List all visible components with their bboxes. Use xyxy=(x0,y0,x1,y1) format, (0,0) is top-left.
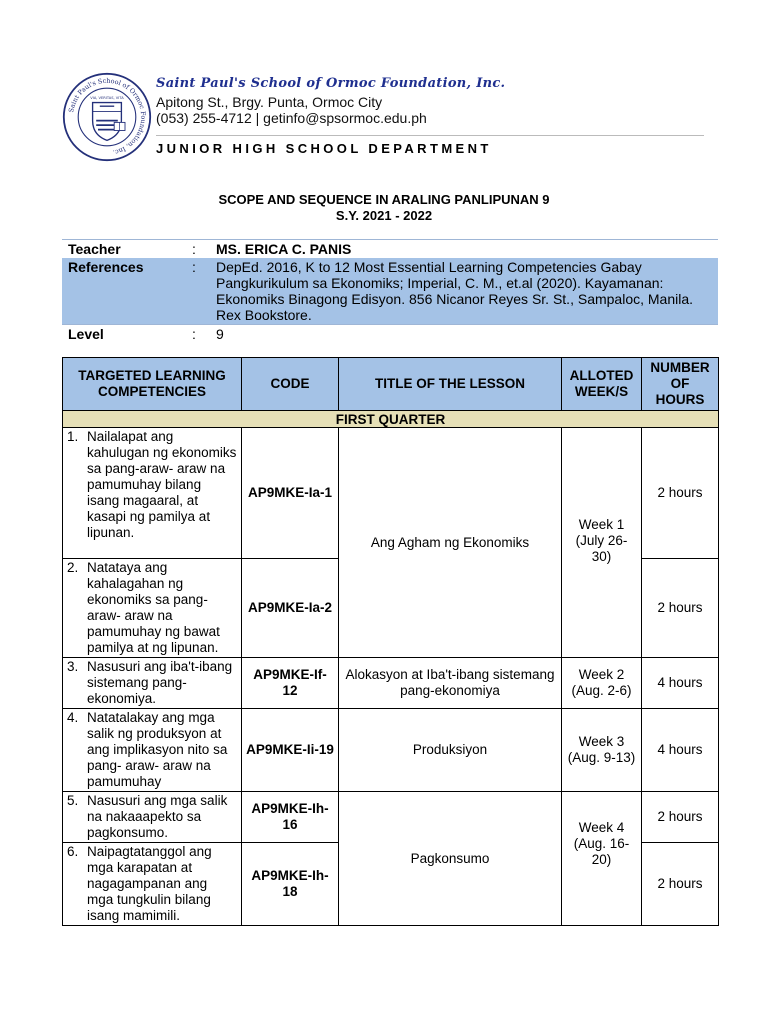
code-cell: AP9MKE-Ih-16 xyxy=(242,792,339,843)
hours-cell: 2 hours xyxy=(642,792,719,843)
competency-number: 1. xyxy=(67,429,79,444)
seal-text: Saint Paul's School of Ormoc Foundation, Inc. xyxy=(67,76,148,157)
quarter-row xyxy=(63,411,719,428)
table-header-row xyxy=(63,358,719,411)
table-row xyxy=(63,658,719,709)
lesson-cell: Pagkonsumo xyxy=(339,792,562,926)
header-competencies: TARGETED LEARNING COMPETENCIES xyxy=(63,358,242,411)
quarter-label: FIRST QUARTER xyxy=(63,411,719,428)
competency-cell xyxy=(63,428,242,559)
hours-cell: 4 hours xyxy=(642,658,719,709)
hours-cell: 2 hours xyxy=(642,428,719,559)
level-value: 9 xyxy=(210,325,718,344)
code-cell: AP9MKE-Ia-1 xyxy=(242,428,339,559)
header-lesson: TITLE OF THE LESSON xyxy=(339,358,562,411)
header-code: CODE xyxy=(242,358,339,411)
competency-text: Naipagtatanggol ang mga karapatan at nagagampanan ang mga tungkulin bilang isang mamimili. xyxy=(87,844,212,923)
competency-text: Nasusuri ang iba't-ibang sistemang pang-ekonomiya. xyxy=(87,659,233,706)
competency-number: 5. xyxy=(67,793,79,808)
competency-text: Nasusuri ang mga salik na nakaaapekto sa pagkonsumo. xyxy=(87,793,228,840)
competency-cell xyxy=(63,658,242,709)
week-cell: Week 1 (July 26-30) xyxy=(562,428,642,658)
code-cell: AP9MKE-Ih-18 xyxy=(242,843,339,926)
lesson-cell: Ang Agham ng Ekonomiks xyxy=(339,428,562,658)
code-cell: AP9MKE-Ii-19 xyxy=(242,709,339,792)
school-seal-logo xyxy=(62,72,152,162)
competency-text: Nailalapat ang kahulugan ng ekonomiks sa pang-araw- araw na pamumuhay bilang isang magaaral, at kasapi ng pamilya at lipunan. xyxy=(87,429,237,540)
competency-cell xyxy=(63,709,242,792)
week-cell: Week 3 (Aug. 9-13) xyxy=(562,709,642,792)
week-cell: Week 4 (Aug. 16-20) xyxy=(562,792,642,926)
competency-number: 6. xyxy=(67,844,79,859)
seal-motto: VIA, VERITAS, VITA xyxy=(90,96,124,100)
week-cell: Week 2 (Aug. 2-6) xyxy=(562,658,642,709)
competency-text: Natataya ang kahalagahan ng ekonomiks sa pang-araw- araw na pamumuhay ng bawat pamilya at ng lipunan. xyxy=(87,560,220,655)
competency-number: 4. xyxy=(67,710,79,725)
references-colon: : xyxy=(186,258,210,325)
lesson-cell: Produksiyon xyxy=(339,709,562,792)
teacher-label: Teacher xyxy=(62,240,186,259)
header-hours: NUMBER OF HOURS xyxy=(642,358,719,411)
lesson-cell: Alokasyon at Iba't-ibang sistemang pang-ekonomiya xyxy=(339,658,562,709)
references-value: DepEd. 2016, K to 12 Most Essential Learning Competencies Gabay Pangkurikulum sa Ekonomiks; Imperial, C. M., et.al (2020). Kayamanan: Ekonomiks Binagong Edisyon. 856 Nicanor Reyes Sr. St., Sampaloc, Manila. Rex Bookstore. xyxy=(210,258,718,325)
table-row xyxy=(63,792,719,843)
school-year: S.Y. 2021 - 2022 xyxy=(335,208,433,223)
level-row xyxy=(62,325,718,344)
references-row xyxy=(62,258,718,325)
info-table xyxy=(62,239,718,343)
competency-cell xyxy=(63,792,242,843)
level-colon: : xyxy=(186,325,210,344)
department-name: JUNIOR HIGH SCHOOL DEPARTMENT xyxy=(156,141,492,156)
hours-cell: 2 hours xyxy=(642,559,719,658)
references-label: References xyxy=(62,258,186,325)
header-divider xyxy=(156,135,704,136)
document-title: SCOPE AND SEQUENCE IN ARALING PANLIPUNAN 9 xyxy=(218,192,550,207)
hours-cell: 4 hours xyxy=(642,709,719,792)
school-contact: (053) 255-4712 | getinfo@spsormoc.edu.ph xyxy=(156,110,427,126)
competency-text: Natatalakay ang mga salik ng produksyon at ang implikasyon nito sa pang- araw- araw na pamumuhay xyxy=(87,710,228,789)
competency-cell xyxy=(63,843,242,926)
code-cell: AP9MKE-If-12 xyxy=(242,658,339,709)
scope-sequence-table xyxy=(62,357,719,926)
header-weeks: ALLOTED WEEK/S xyxy=(562,358,642,411)
level-label: Level xyxy=(62,325,186,344)
teacher-row xyxy=(62,240,718,259)
competency-number: 3. xyxy=(67,659,79,674)
competency-number: 2. xyxy=(67,560,79,575)
competency-cell xyxy=(63,559,242,658)
school-name: Saint Paul's School of Ormoc Foundation, Inc. xyxy=(156,76,506,91)
table-row xyxy=(63,428,719,559)
teacher-colon: : xyxy=(186,240,210,259)
code-cell: AP9MKE-Ia-2 xyxy=(242,559,339,658)
table-row xyxy=(63,709,719,792)
teacher-value: MS. ERICA C. PANIS xyxy=(210,240,718,259)
hours-cell: 2 hours xyxy=(642,843,719,926)
school-address: Apitong St., Brgy. Punta, Ormoc City xyxy=(156,94,383,110)
